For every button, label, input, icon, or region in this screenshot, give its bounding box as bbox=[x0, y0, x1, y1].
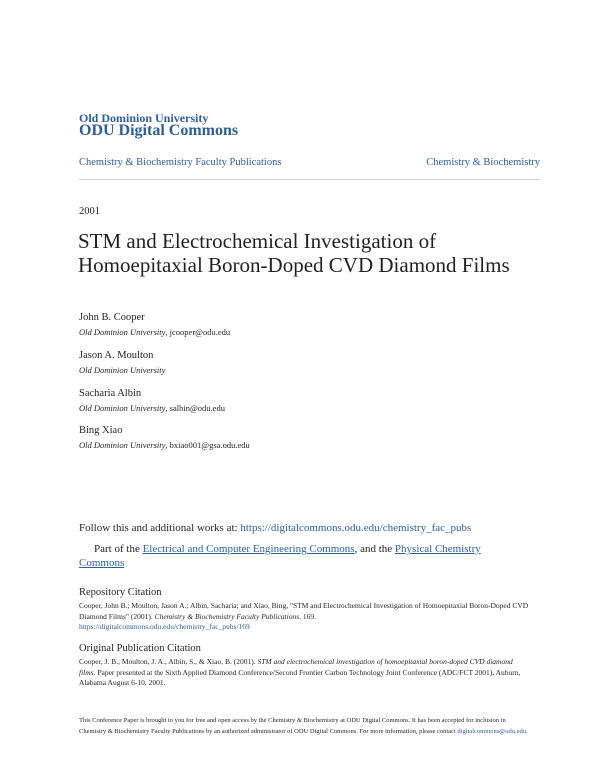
citation-body: Cooper, John B.; Moulton, Jason A.; Albin, Sacharia; and Xiao, Bing, "STM and Electrochemical Investigation of Homoepitaxial Boron-Doped CVD Diamond Films" (2001). bbox=[79, 601, 529, 621]
repository-name[interactable]: ODU Digital Commons bbox=[79, 122, 239, 139]
collection-links bbox=[79, 157, 540, 168]
affiliation-text: Old Dominion University bbox=[79, 365, 166, 375]
original-citation-text bbox=[79, 657, 529, 689]
author-name: Jason A. Moulton bbox=[79, 350, 154, 361]
footer-notice bbox=[79, 716, 534, 737]
physical-chemistry-commons-link[interactable]: Physical Chemistry Commons bbox=[79, 543, 481, 569]
author-email: , salbin@odu.edu bbox=[165, 403, 225, 413]
divider bbox=[79, 179, 540, 180]
author-name: John B. Cooper bbox=[79, 312, 145, 323]
original-citation-authors: Cooper, J. B., Moulton, J. A., Albin, S., & Xiao, B. (2001). bbox=[79, 657, 258, 666]
author-affiliation bbox=[79, 440, 250, 450]
original-citation-title: STM and electrochemical investigation of homoepitaxial boron-doped CVD diamond films bbox=[79, 657, 513, 677]
university-name: Old Dominion University bbox=[79, 111, 209, 125]
citation-url-link[interactable]: https://digitalcommons.odu.edu/chemistry_fac_pubs/169 bbox=[79, 622, 250, 631]
repository-citation-heading: Repository Citation bbox=[79, 587, 162, 598]
repository-citation-text bbox=[79, 601, 529, 633]
department-link[interactable]: Chemistry & Biochemistry bbox=[426, 157, 540, 168]
paper-title: STM and Electrochemical Investigation of Homoepitaxial Boron-Doped CVD Diamond Films bbox=[78, 229, 510, 277]
contact-email-link[interactable]: digitalcommons@odu.edu bbox=[457, 727, 527, 735]
author-affiliation bbox=[79, 403, 225, 413]
follow-line bbox=[79, 522, 471, 534]
part-of-line bbox=[79, 542, 499, 570]
part-of-middle: , and the bbox=[354, 543, 395, 555]
footer-end: . bbox=[526, 727, 528, 735]
author-email: , jcooper@odu.edu bbox=[165, 327, 231, 337]
citation-journal: Chemistry & Biochemistry Faculty Publications bbox=[154, 611, 300, 621]
author-affiliation bbox=[79, 327, 230, 337]
original-citation-details: . Paper presented at the Sixth Applied Diamond Conference/Second Frontier Carbon Technology Joint Conference (ADC/FCT 2001), Auburn, Alabama August 6-10, 2001. bbox=[79, 667, 521, 687]
original-citation-heading: Original Publication Citation bbox=[79, 643, 201, 654]
ece-commons-link[interactable]: Electrical and Computer Engineering Commons bbox=[142, 543, 355, 555]
series-link[interactable]: Chemistry & Biochemistry Faculty Publications bbox=[79, 157, 282, 168]
collection-url-link[interactable]: https://digitalcommons.odu.edu/chemistry_fac_pubs bbox=[240, 522, 472, 534]
publication-year: 2001 bbox=[79, 206, 100, 217]
author-email: , bxiao001@gsa.odu.edu bbox=[165, 440, 250, 450]
author-name: Sacharia Albin bbox=[79, 388, 142, 399]
follow-prefix: Follow this and additional works at: bbox=[79, 522, 241, 534]
affiliation-text: Old Dominion University bbox=[79, 327, 166, 337]
author-name: Bing Xiao bbox=[79, 425, 123, 436]
author-affiliation bbox=[79, 365, 165, 375]
part-of-prefix: Part of the bbox=[94, 543, 143, 555]
footer-text: This Conference Paper is brought to you for free and open access by the Chemistry & Biochemistry at ODU Digital Commons. It has been accepted for inclusion in Chemistry & Biochemistry Faculty Publications by an authorized administrator of ODU Digital Commons. For more information, please contact bbox=[79, 717, 506, 735]
affiliation-text: Old Dominion University bbox=[79, 403, 166, 413]
affiliation-text: Old Dominion University bbox=[79, 440, 166, 450]
citation-number: . 169. bbox=[299, 611, 316, 621]
